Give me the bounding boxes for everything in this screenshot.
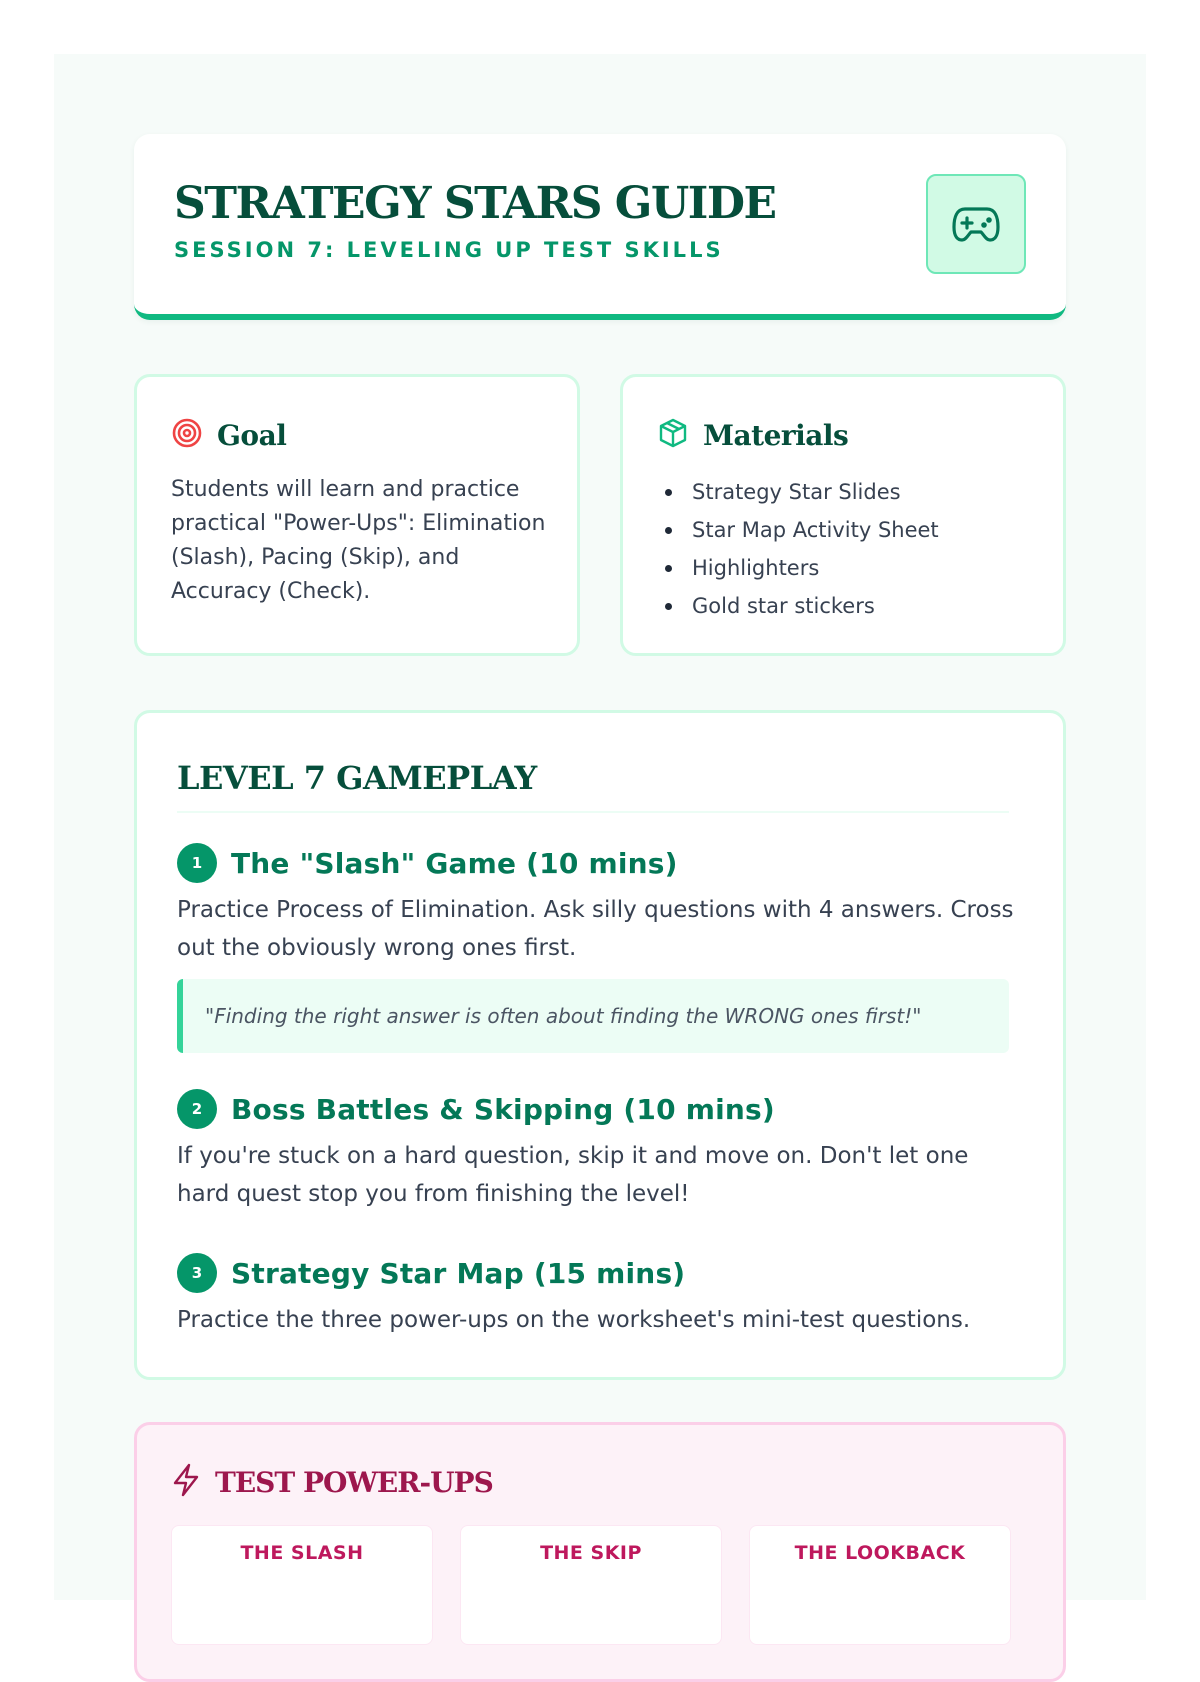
step-number-badge: 1	[177, 843, 217, 883]
list-item: Highlighters	[657, 549, 1037, 587]
step-title: Boss Battles & Skipping (10 mins)	[231, 1092, 775, 1126]
step-number-badge: 3	[177, 1253, 217, 1293]
page-subtitle: SESSION 7: LEVELING UP TEST SKILLS	[174, 238, 724, 262]
goal-title: Goal	[217, 418, 287, 452]
step-description: If you're stuck on a hard question, skip it and move on. Don't let one hard quest stop you from finishing the level!	[177, 1143, 969, 1207]
tip-quote: "Finding the right answer is often about finding the WRONG ones first!"	[177, 979, 1009, 1053]
powerups-title: TEST POWER-UPS	[215, 1465, 493, 1499]
divider	[177, 811, 1009, 813]
gameplay-step-2	[177, 1089, 1017, 1213]
gamepad-icon	[926, 174, 1026, 274]
powerups-card	[134, 1422, 1066, 1682]
header-card	[134, 134, 1066, 320]
guide-page	[54, 54, 1146, 1600]
gameplay-title: LEVEL 7 GAMEPLAY	[177, 759, 537, 797]
powerup-slash: THE SLASH	[171, 1525, 433, 1645]
powerup-lookback: THE LOOKBACK	[749, 1525, 1011, 1645]
step-description: Practice Process of Elimination. Ask silly questions with 4 answers. Cross out the obviously wrong ones first.	[177, 897, 1014, 961]
lightning-icon	[171, 1463, 201, 1501]
step-description: Practice the three power-ups on the worksheet's mini-test questions.	[177, 1307, 971, 1333]
step-title: The "Slash" Game (10 mins)	[231, 846, 678, 880]
materials-list	[657, 473, 1037, 625]
box-icon	[657, 417, 689, 453]
step-title: Strategy Star Map (15 mins)	[231, 1256, 686, 1290]
gameplay-card	[134, 710, 1066, 1380]
list-item: Gold star stickers	[657, 587, 1037, 625]
materials-card	[620, 374, 1066, 656]
gameplay-step-3	[177, 1253, 1017, 1339]
goal-text: Students will learn and practice practical "Power-Ups": Elimination (Slash), Pacing (Skip), and Accuracy (Check).	[171, 477, 546, 604]
step-number-badge: 2	[177, 1089, 217, 1129]
list-item: Star Map Activity Sheet	[657, 511, 1037, 549]
goal-card	[134, 374, 580, 656]
target-icon	[171, 417, 203, 453]
powerup-skip: THE SKIP	[460, 1525, 722, 1645]
gameplay-step-1	[177, 843, 1017, 967]
page-title: STRATEGY STARS GUIDE	[174, 178, 776, 229]
list-item: Strategy Star Slides	[657, 473, 1037, 511]
materials-title: Materials	[703, 418, 849, 452]
